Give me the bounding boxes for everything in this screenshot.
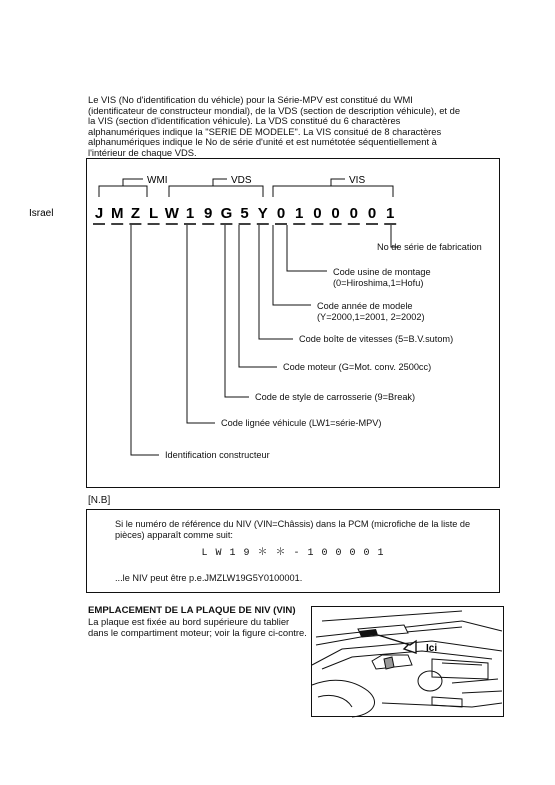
label-year: Code année de modele [317, 301, 413, 311]
label-engine: Code moteur (G=Mot. conv. 2500cc) [283, 362, 432, 372]
intro-line: la VIS (section d'identification véhicule). La VDS constitué du 6 charactères [88, 115, 401, 127]
label-year-detail: (Y=2000,1=2001, 2=2002) [317, 312, 425, 322]
vin-char: W [164, 205, 179, 222]
nb-text-line: Si le numéro de référence du NIV (VIN=Châssis) dans la PCM (microfiche de la liste de [115, 519, 471, 529]
vin-char: G [220, 205, 233, 222]
leader-engine [239, 225, 277, 367]
vin-char: 0 [313, 205, 322, 222]
label-serial: No de série de fabrication [377, 242, 482, 252]
nb-label: [N.B] [88, 495, 111, 506]
label-body: Code de style de carrosserie (9=Break) [255, 392, 416, 402]
engine-bay-illustration [312, 607, 505, 718]
intro-line: Le VIS (No d'identification du véhicle) pour la Série-MPV est constitué du WMI [88, 94, 413, 105]
nb-example: ...le NIV peut être p.e.JMZLW19G5Y0100001. [115, 573, 303, 583]
nb-text [115, 519, 485, 541]
vin-char: 1 [386, 205, 395, 222]
label-line: Code lignée véhicule (LW1=série-MPV) [221, 418, 382, 428]
leader-body [225, 225, 249, 397]
vin-char: M [110, 205, 124, 222]
intro-line: l'intérieur de chaque VDS. [88, 146, 197, 158]
figure-label-ici: Ici [426, 643, 438, 654]
vin-char: 0 [349, 205, 358, 222]
leader-plant [287, 225, 327, 271]
vis-bracket [273, 179, 393, 197]
vin-char: 1 [185, 205, 195, 222]
vin-char: 0 [367, 205, 377, 222]
label-plant-detail: (0=Hiroshima,1=Hofu) [333, 278, 424, 288]
vin-char: 0 [276, 205, 286, 222]
label-gearbox: Code boîte de vitesses (5=B.V.sutom) [299, 334, 454, 344]
vis-label: VIS [349, 175, 366, 186]
wmi-bracket [99, 179, 147, 197]
wmi-label: WMI [147, 175, 168, 186]
label-plant: Code usine de montage [333, 267, 431, 277]
vin-char: 1 [295, 205, 304, 222]
vin-char: L [149, 205, 159, 222]
vin-char: 5 [240, 205, 249, 222]
intro-line: (identificateur de constructeur mondial), de la VDS (section de description véhicule), et de [88, 104, 461, 116]
country-label: Israel [29, 208, 54, 219]
nb-box [86, 509, 500, 593]
leader-maker [131, 225, 159, 455]
nb-text-line: pièces) apparaît comme suit: [115, 530, 233, 540]
vin-char: 0 [331, 205, 340, 222]
plate-description [88, 617, 308, 638]
intro-paragraph [88, 95, 508, 159]
pcm-code: L W 1 9 ＊ ＊ - 1 0 0 0 0 1 [201, 548, 385, 559]
vin-diagram-svg [29, 159, 501, 489]
intro-line: alphanumériques indique le No de série d'unité et est numétotée séquentiellement à [88, 136, 437, 148]
leader-gearbox [259, 225, 293, 339]
vds-label: VDS [231, 175, 252, 186]
label-maker: Identification constructeur [165, 450, 270, 460]
plate-line: La plaque est fixée au bord supérieure du tablier [88, 616, 290, 627]
plate-line: dans le compartiment moteur; voir la figure ci-contre. [88, 626, 307, 638]
leader-year [273, 225, 311, 305]
code-descriptions [165, 242, 482, 460]
engine-bay-figure [311, 606, 504, 717]
vin-char: J [94, 205, 104, 222]
vin-characters [93, 205, 396, 224]
plate-title: EMPLACEMENT DE LA PLAQUE DE NIV (VIN) [88, 605, 296, 616]
vin-char: Z [130, 205, 140, 222]
intro-line: alphanumériques indique la "SERIE DE MODELE". La VIS consitué de 8 charactères [88, 125, 442, 137]
vin-char: Y [257, 205, 268, 222]
vin-diagram [29, 158, 500, 488]
leader-line [187, 225, 215, 423]
vin-char: 9 [204, 205, 213, 222]
